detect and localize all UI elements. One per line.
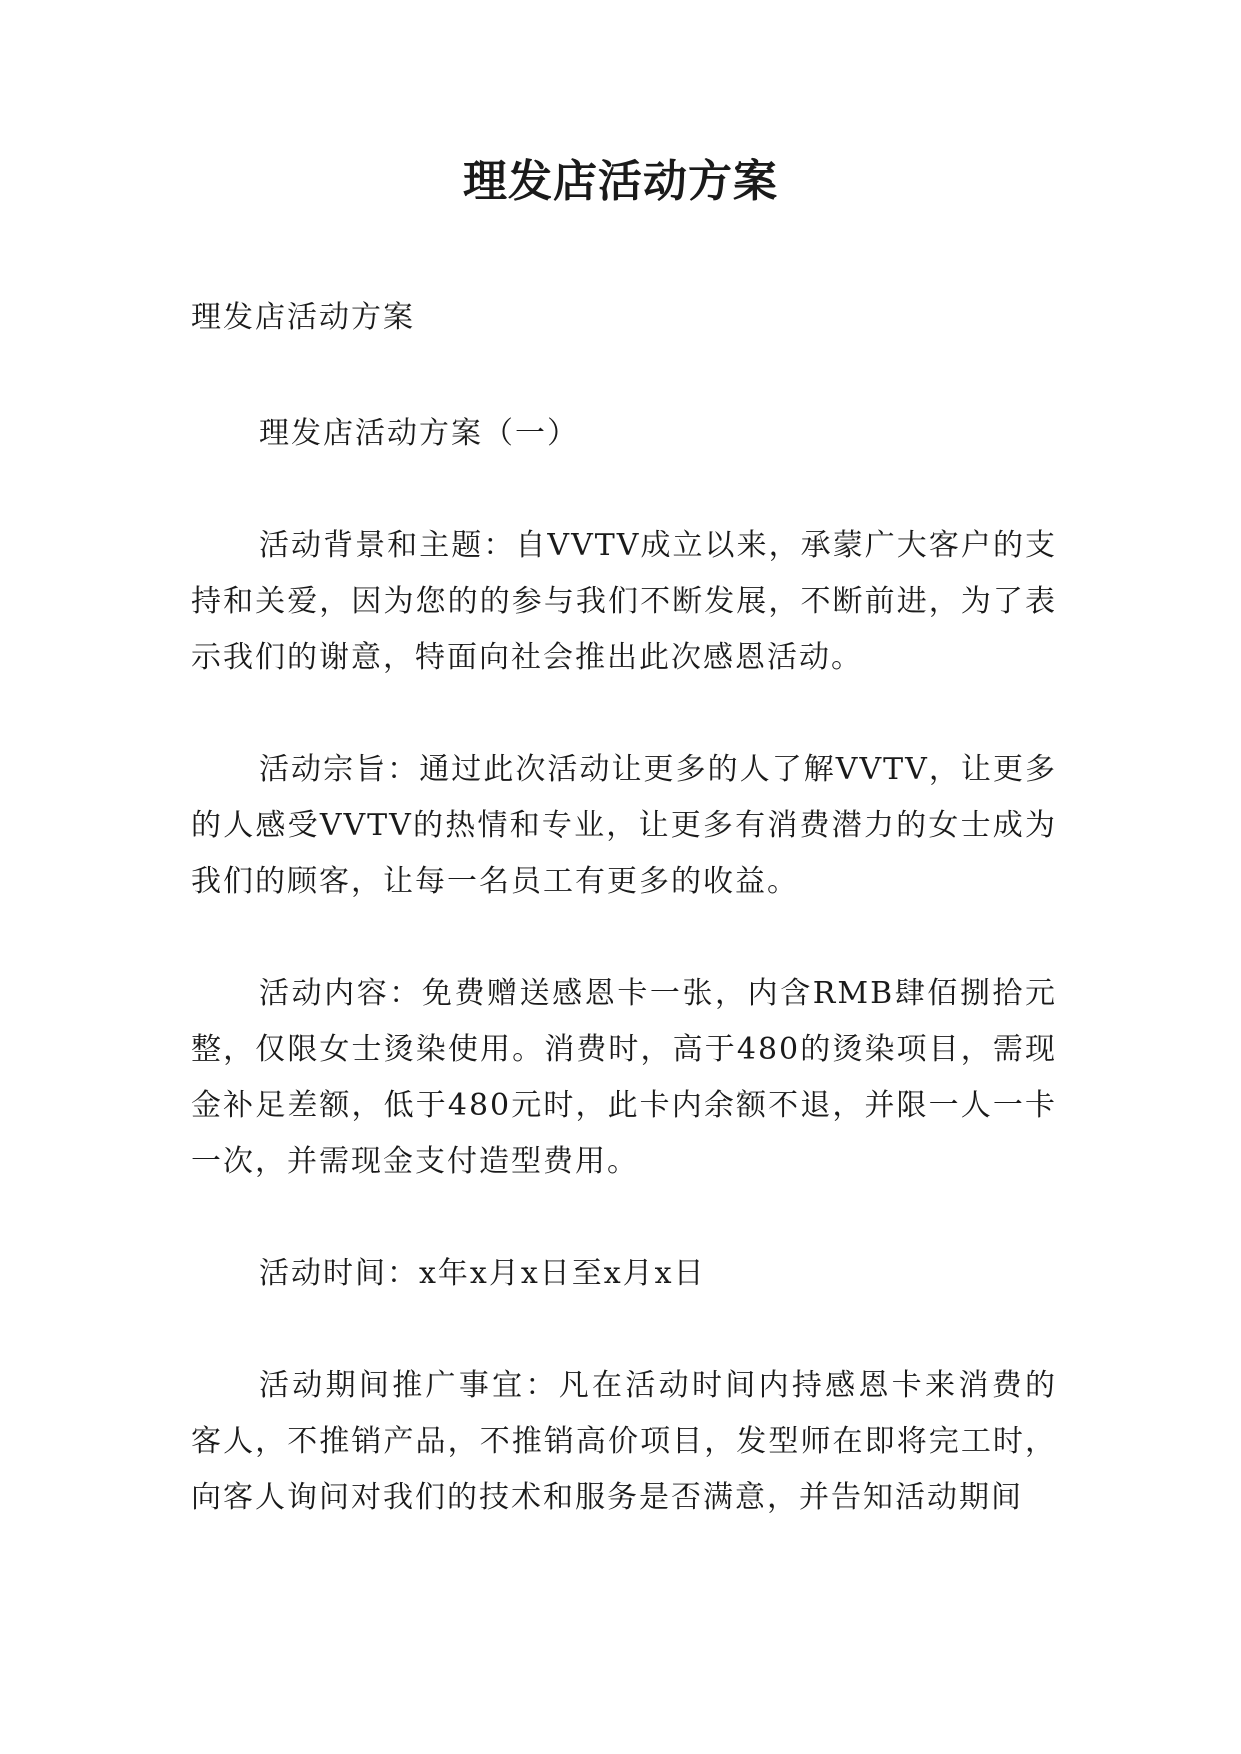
paragraph-purpose: 活动宗旨：通过此次活动让更多的人了解VVTV，让更多的人感受VVTV的热情和专业，让更多有消费潜力的女士成为我们的顾客，让每一名员工有更多的收益。: [191, 752, 1057, 899]
paragraph-content: 活动内容：免费赠送感恩卡一张，内含RMB肆佰捌拾元整，仅限女士烫染使用。消费时，高于480的烫染项目，需现金补足差额，低于480元时，此卡内余额不退，并限一人一卡一次，并需现金支付造型费用。: [191, 976, 1057, 1179]
paragraph-background-theme: 活动背景和主题：自VVTV成立以来，承蒙广大客户的支持和关爱，因为您的的参与我们不断发展，不断前进，为了表示我们的谢意，特面向社会推出此次感恩活动。: [191, 528, 1057, 675]
document-subtitle: 理发店活动方案: [191, 300, 415, 335]
paragraph-time: 活动时间：x年x月x日至x月x日: [259, 1256, 706, 1291]
section-heading: 理发店活动方案（一）: [259, 416, 579, 451]
document-title: 理发店活动方案: [463, 156, 778, 207]
document-body: [191, 406, 1057, 1582]
paragraph-promotion: 活动期间推广事宜：凡在活动时间内持感恩卡来消费的客人，不推销产品，不推销高价项目，发型师在即将完工时，向客人询问对我们的技术和服务是否满意，并告知活动期间: [191, 1368, 1057, 1515]
